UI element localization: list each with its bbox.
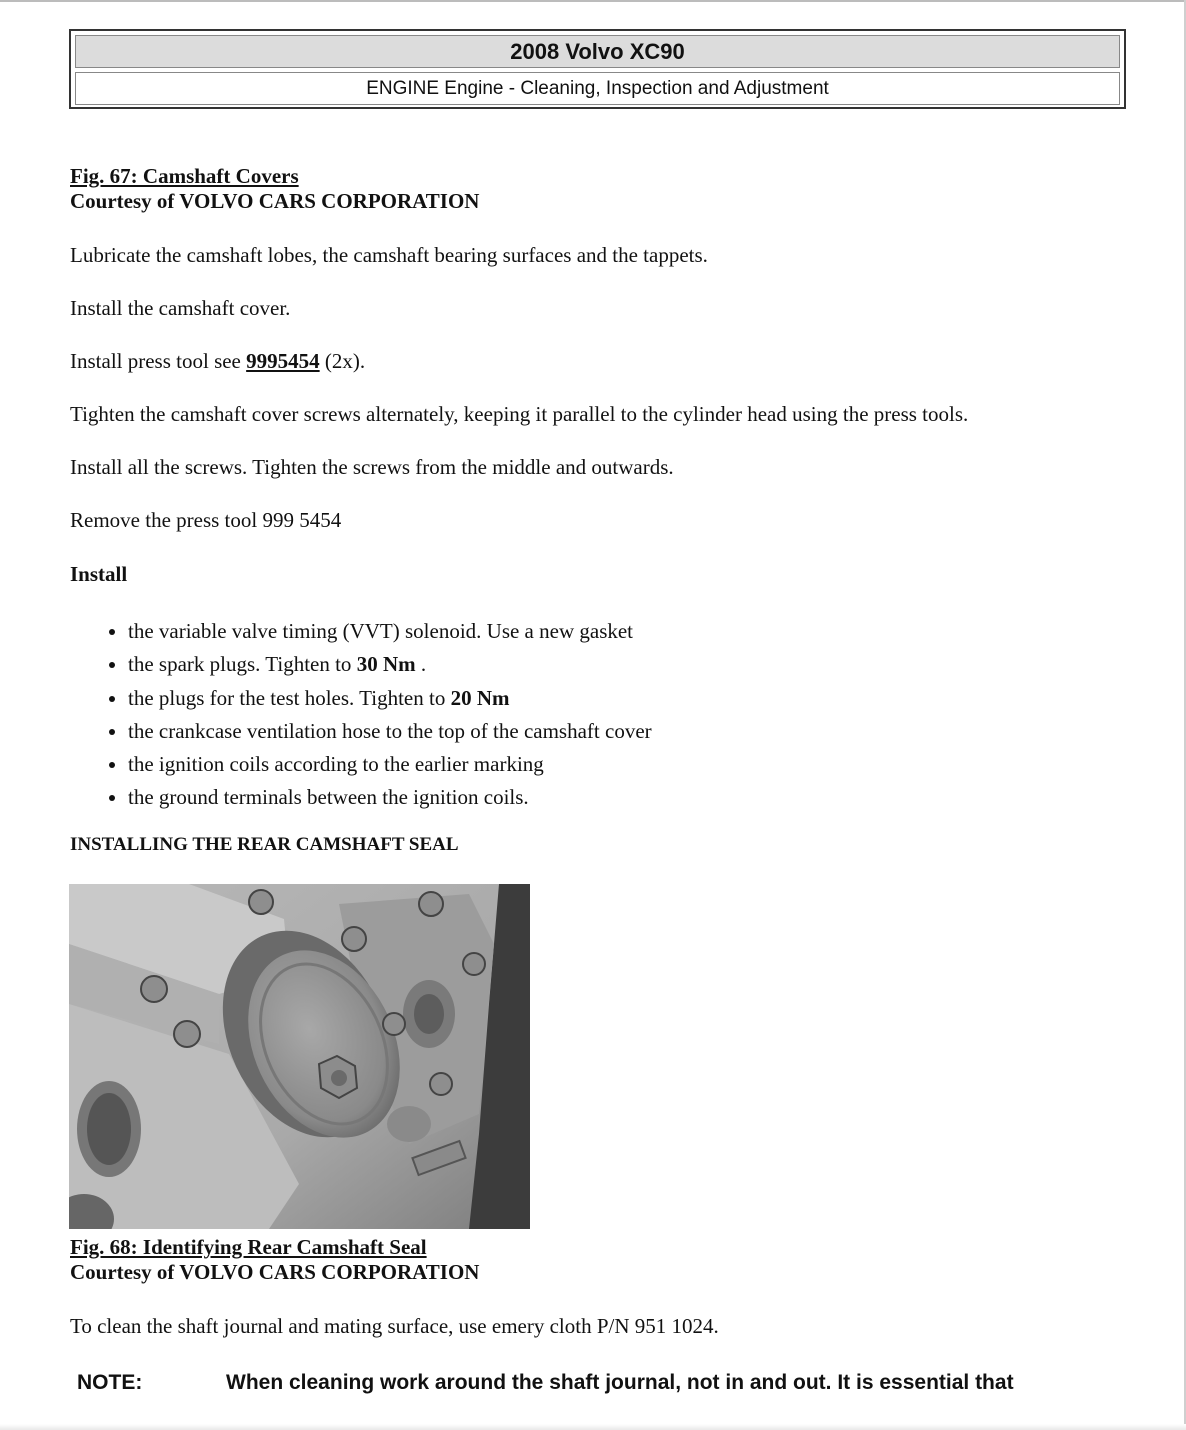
list-item [128, 715, 652, 748]
section-heading-rear-seal: INSTALLING THE REAR CAMSHAFT SEAL [70, 834, 459, 855]
install-heading: Install [70, 562, 128, 586]
paragraph-press-tool [70, 349, 365, 374]
fig-68-credit: Courtesy of VOLVO CARS CORPORATION [70, 1260, 480, 1284]
list-item-text: the plugs for the test holes. Tighten to [128, 685, 451, 710]
list-item-text: the variable valve timing (VVT) solenoid. Use a new gasket [128, 619, 634, 643]
press-tool-link[interactable]: 9995454 [246, 349, 320, 373]
paragraph-lubricate: Lubricate the camshaft lobes, the camshaft bearing surfaces and the tappets. [70, 243, 708, 267]
press-tool-suffix: (2x). [319, 349, 366, 373]
paragraph-remove-tool: Remove the press tool 999 5454 [70, 508, 342, 532]
list-item [128, 682, 652, 715]
fig-67-credit: Courtesy of VOLVO CARS CORPORATION [70, 189, 480, 213]
list-item [128, 748, 652, 781]
note-label: NOTE: [77, 1371, 143, 1394]
list-item-text: the ground terminals between the ignition coils. [128, 785, 529, 810]
paragraph-install-cover: Install the camshaft cover. [70, 296, 291, 320]
engine-figure-image [69, 884, 530, 1229]
document-subtitle: ENGINE Engine - Cleaning, Inspection and Adjustment [75, 72, 1120, 105]
list-item-text: the ignition coils according to the earlier marking [128, 752, 544, 777]
torque-value: 30 Nm [356, 652, 416, 677]
list-item-text: the spark plugs. Tighten to [128, 652, 357, 677]
install-list [70, 615, 652, 815]
fig-67-caption[interactable]: Fig. 67: Camshaft Covers [70, 164, 299, 188]
press-tool-text: Install press tool see [70, 349, 247, 373]
note-text: When cleaning work around the shaft journal, not in and out. It is essential that [226, 1371, 1014, 1394]
paragraph-tighten-cover: Tighten the camshaft cover screws alternately, keeping it parallel to the cylinder head using the press tools. [70, 402, 969, 426]
list-item [128, 781, 652, 814]
paragraph-install-screws: Install all the screws. Tighten the screws from the middle and outwards. [70, 455, 674, 479]
engine-illustration [69, 884, 530, 1229]
list-item-suffix: . [415, 652, 427, 677]
torque-value: 20 Nm [450, 685, 510, 710]
document-title: 2008 Volvo XC90 [75, 35, 1120, 68]
list-item [128, 648, 652, 681]
paragraph-clean-journal: To clean the shaft journal and mating surface, use emery cloth P/N 951 1024. [70, 1314, 719, 1338]
document-header [69, 29, 1126, 109]
fig-68-caption[interactable]: Fig. 68: Identifying Rear Camshaft Seal [70, 1235, 427, 1259]
list-item [128, 615, 652, 648]
list-item-text: the crankcase ventilation hose to the top of the camshaft cover [128, 718, 652, 743]
